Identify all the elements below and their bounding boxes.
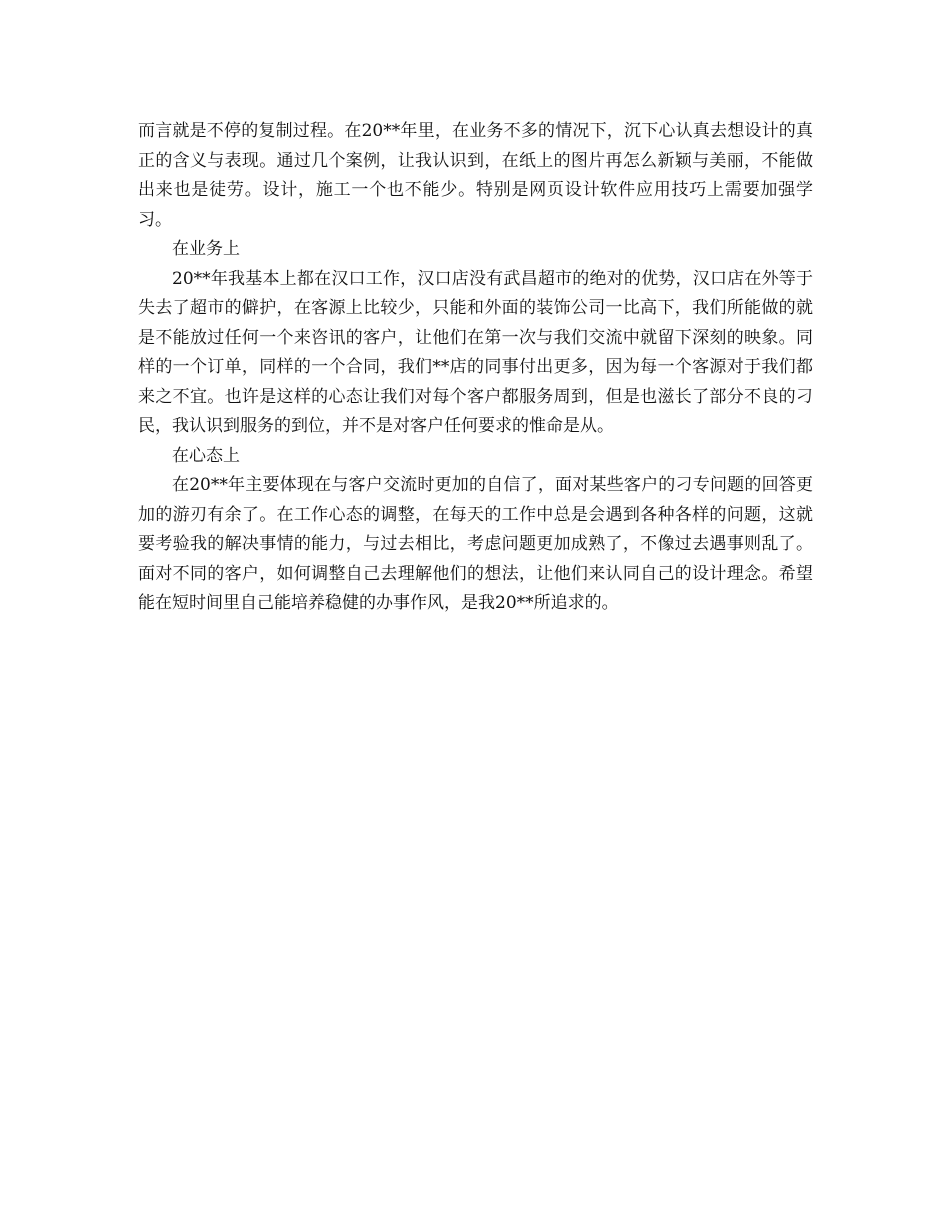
paragraph-mindset: 在20**年主要体现在与客户交流时更加的自信了，面对某些客户的刁专问题的回答更加的游刃有余了。在工作心态的调整，在每天的工作中总是会遇到各种各样的问题，这就要考验我的解决事情的能力，与过去相比，考虑问题更加成熟了，不像过去遇事则乱了。面对不同的客户，如何调整自己去理解他们的想法，让他们来认同自己的设计理念。希望能在短时间里自己能培养稳健的办事作风，是我20**所追求的。 (138, 475, 813, 613)
section-heading-business: 在业务上 (172, 239, 240, 259)
document-body (138, 117, 813, 619)
section-heading-mindset: 在心态上 (172, 445, 240, 466)
paragraph-business: 20**年我基本上都在汉口工作，汉口店没有武昌超市的绝对的优势，汉口店在外等于失去了超市的僻护，在客源上比较少，只能和外面的装饰公司一比高下，我们所能做的就是不能放过任何一个来咨讯的客户，让他们在第一次与我们交流中就留下深刻的映象。同样的一个订单，同样的一个合同，我们**店的同事付出更多，因为每一个客源对于我们都来之不宜。也许是这样的心态让我们对每个客户都服务周到，但是也滋长了部分不良的刁民，我认识到服务的到位，并不是对客户任何要求的惟命是从。 (138, 268, 813, 436)
paragraph-design-reflection: 而言就是不停的复制过程。在20**年里，在业务不多的情况下，沉下心认真去想设计的真正的含义与表现。通过几个案例，让我认识到，在纸上的图片再怎么新颖与美丽，不能做出来也是徒劳。设计，施工一个也不能少。特别是网页设计软件应用技巧上需要加强学习。 (138, 121, 813, 230)
